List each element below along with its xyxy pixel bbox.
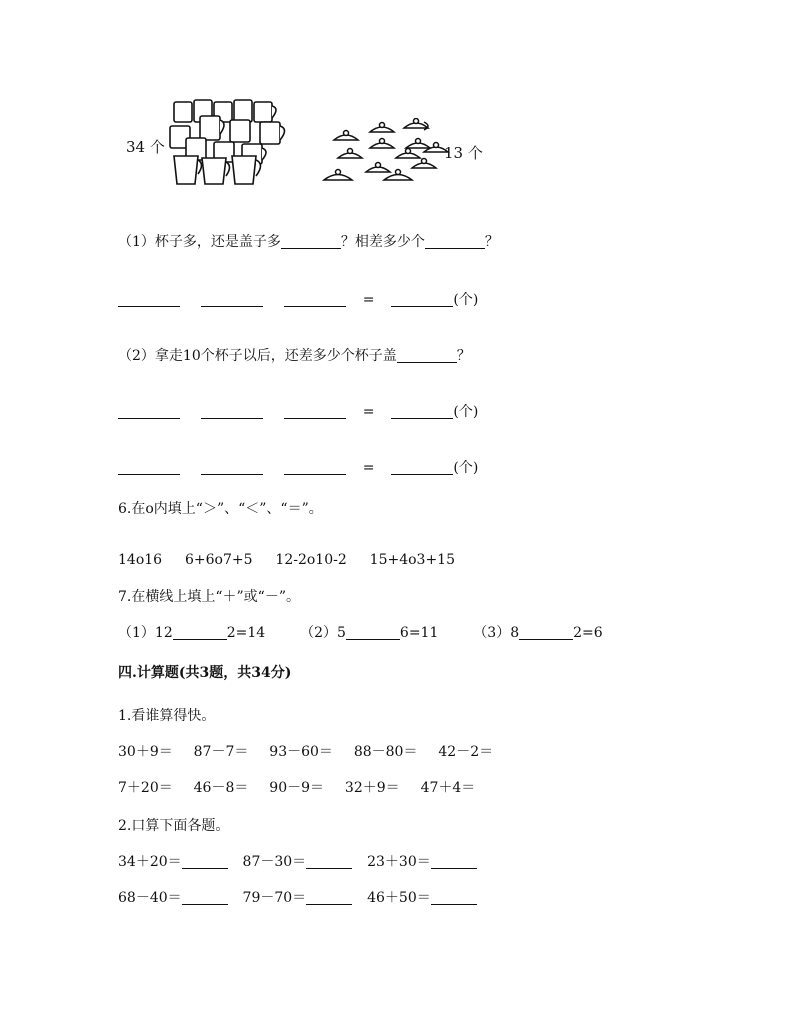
q2-end-text: ？	[456, 348, 471, 364]
calc1-row2-item-5: 47＋4＝	[420, 780, 476, 796]
equation-row-2	[118, 401, 478, 421]
calc1-row1-item-3: 93－60＝	[269, 744, 333, 760]
equation-result-blank[interactable]	[391, 404, 453, 419]
q6-item-1[interactable]: 14o16	[118, 552, 163, 568]
equation-result-blank[interactable]	[391, 292, 453, 307]
q7-item-1-pre: （1）12	[118, 625, 173, 641]
calc1-row2-item-4: 32＋9＝	[344, 780, 400, 796]
equation-result-blank[interactable]	[391, 460, 453, 475]
calc1-row1-item-4: 88－80＝	[353, 744, 418, 760]
calc2-row2-item-3: 46＋50＝	[367, 890, 431, 906]
q7-item-2-post: 6=11	[399, 625, 439, 641]
q1-answer-blank-2[interactable]	[425, 234, 485, 249]
unit-label: (个)	[453, 404, 479, 420]
calc1-row2-item-2: 46－8＝	[193, 780, 249, 796]
calc2-row2-blank-1[interactable]	[182, 890, 228, 905]
calc1-row2-item-3: 90－9＝	[269, 780, 325, 796]
calc1-row1-item-1: 30＋9＝	[118, 744, 173, 760]
equals-sign: =	[362, 292, 375, 308]
equation-blank-2[interactable]	[201, 404, 263, 419]
q1-line	[118, 231, 499, 251]
equation-blank-2[interactable]	[201, 460, 263, 475]
q6-item-2[interactable]: 6+6o7+5	[184, 552, 253, 568]
calc2-row1-blank-1[interactable]	[182, 854, 228, 869]
calc2-row2-blank-2[interactable]	[306, 890, 352, 905]
calc1-row-2	[118, 777, 475, 797]
q1-end-text: ？	[484, 234, 499, 250]
cups-image	[164, 94, 294, 190]
q1-mid-text: ？相差多少个	[340, 234, 425, 250]
q1-answer-blank-1[interactable]	[281, 234, 341, 249]
q6-title: 6.在o内填上“＞”、“＜”、“＝”。	[118, 501, 323, 517]
equation-blank-3[interactable]	[284, 404, 346, 419]
q7-item-3-blank[interactable]	[519, 625, 573, 640]
calc2-row1-item-2: 87－30＝	[242, 854, 307, 870]
calc1-row1-item-2: 87－7＝	[193, 744, 249, 760]
q2-line	[118, 345, 471, 365]
q7-item-3-post: 2=6	[573, 625, 603, 641]
calc2-row-2	[118, 887, 477, 907]
equation-blank-3[interactable]	[284, 292, 346, 307]
equation-blank-1[interactable]	[118, 460, 180, 475]
q6-items	[118, 552, 455, 568]
q7-items	[118, 622, 603, 642]
equals-sign: =	[362, 460, 375, 476]
q1-text: （1）杯子多，还是盖子多	[118, 234, 281, 250]
equation-row-3	[118, 457, 478, 477]
unit-label: (个)	[453, 292, 479, 308]
cups-lids-figure	[118, 90, 518, 200]
calc2-row2-blank-3[interactable]	[431, 890, 477, 905]
calc2-row1-item-3: 23＋30＝	[367, 854, 431, 870]
equation-blank-1[interactable]	[118, 404, 180, 419]
equation-blank-2[interactable]	[201, 292, 263, 307]
unit-label: (个)	[453, 460, 479, 476]
q7-item-1-blank[interactable]	[173, 625, 227, 640]
section-4-heading: 四.计算题(共3题，共34分)	[118, 665, 292, 681]
lids-count-label: 13 个	[444, 144, 483, 162]
equals-sign: =	[362, 404, 375, 420]
calc1-row-1	[118, 741, 493, 761]
equation-blank-3[interactable]	[284, 460, 346, 475]
q7-item-1-post: 2=14	[226, 625, 266, 641]
calc2-row2-item-1: 68－40＝	[118, 890, 182, 906]
lids-image	[320, 118, 450, 188]
calc2-row2-item-2: 79－70＝	[242, 890, 307, 906]
equation-blank-1[interactable]	[118, 292, 180, 307]
calc2-row1-blank-3[interactable]	[431, 854, 477, 869]
equation-row-1	[118, 289, 478, 309]
q2-answer-blank[interactable]	[397, 348, 457, 363]
q2-text: （2）拿走10个杯子以后，还差多少个杯子盖	[118, 348, 397, 364]
calc2-row1-item-1: 34＋20＝	[118, 854, 182, 870]
q6-item-3[interactable]: 12-2o10-2	[275, 552, 347, 568]
q7-item-2-pre: （2）5	[300, 625, 346, 641]
q6-item-4[interactable]: 15+4o3+15	[369, 552, 455, 568]
q7-item-2-blank[interactable]	[346, 625, 400, 640]
calc1-row2-item-1: 7＋20＝	[118, 780, 173, 796]
calc2-row1-blank-2[interactable]	[306, 854, 352, 869]
calc1-row1-item-5: 42－2＝	[438, 744, 494, 760]
calc2-title: 2.口算下面各题。	[118, 818, 230, 834]
q7-title: 7.在横线上填上“＋”或“－”。	[118, 589, 300, 605]
q7-item-3-pre: （3）8	[473, 625, 520, 641]
calc2-row-1	[118, 851, 477, 871]
calc1-title: 1.看谁算得快。	[118, 708, 216, 724]
cups-count-label: 34 个	[126, 138, 165, 156]
